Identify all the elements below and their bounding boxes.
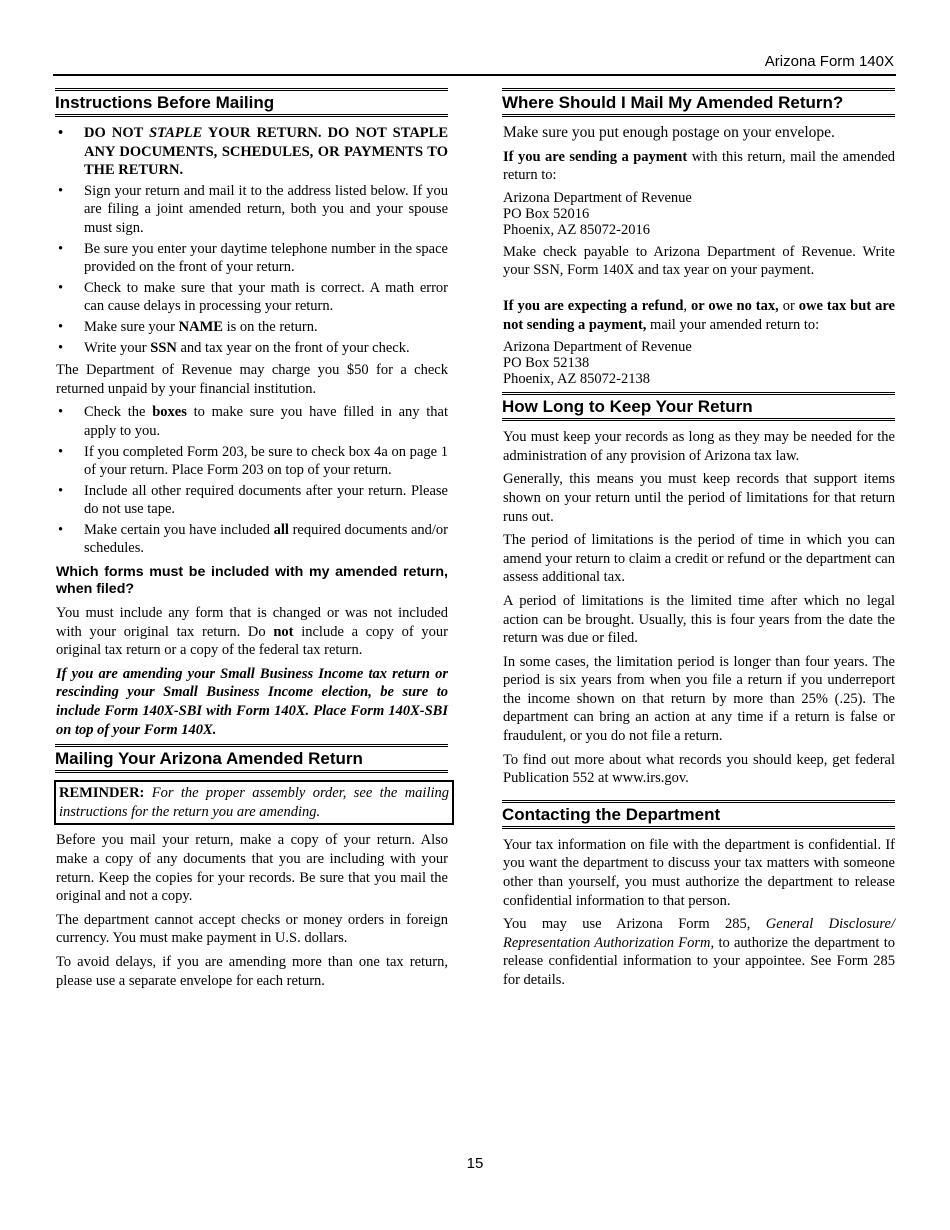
payment-address: Arizona Department of Revenue PO Box 52016 Phoenix, AZ 85072-2016	[503, 189, 692, 238]
keep-paragraph-6: To find out more about what records you should keep, get federal Publication 552 at www.irs.gov.	[503, 751, 895, 787]
list-item: • Include all other required documents after your return. Please do not use tape.	[56, 482, 448, 519]
list-item: • Check to make sure that your math is correct. A math error can cause delays in processing your return.	[56, 279, 448, 316]
instructions-list-1	[56, 124, 448, 357]
list-item: • DO NOT STAPLE YOUR RETURN. DO NOT STAPLE ANY DOCUMENTS, SCHEDULES, OR PAYMENTS TO THE RETURN.	[56, 124, 448, 180]
where-mail-heading: Where Should I Mail My Amended Return?	[502, 88, 895, 117]
sbi-note: If you are amending your Small Business Income tax return or rescinding your Small Business Income election, be sure to include Form 140X-SBI with Form 140X. Place Form 140X-SBI on top of your Form 140X.	[56, 665, 448, 738]
reminder-box: REMINDER: For the proper assembly order, see the mailing instructions for the return you are amending.	[54, 780, 454, 825]
check-charge-paragraph: The Department of Revenue may charge you $50 for a check returned unpaid by your financial institution.	[56, 362, 448, 397]
list-item: • Check the boxes to make sure you have filled in any that apply to you.	[56, 403, 448, 440]
header-rule	[53, 74, 896, 76]
list-item: • Make certain you have included all required documents and/or schedules.	[56, 521, 448, 558]
keep-return-heading: How Long to Keep Your Return	[502, 392, 895, 421]
page-number: 15	[466, 1155, 484, 1172]
payment-intro: If you are sending a payment with this return, mail the amended return to:	[503, 148, 896, 184]
reminder-label: REMINDER:	[59, 785, 145, 802]
check-payable-paragraph: Make check payable to Arizona Department of Revenue. Write your SSN, Form 140X and tax year on your payment.	[503, 243, 895, 279]
keep-paragraph-1: You must keep your records as long as they may be needed for the administration of any provision of Arizona tax law.	[503, 429, 895, 464]
refund-intro: If you are expecting a refund, or owe no tax, or owe tax but are not sending a payment, mail your amended return to:	[503, 297, 895, 333]
contacting-heading: Contacting the Department	[502, 800, 895, 829]
mailing-heading: Mailing Your Arizona Amended Return	[55, 744, 448, 773]
list-item: • Sign your return and mail it to the address listed below. If you are filing a joint amended return, both you and your spouse must sign.	[56, 182, 448, 238]
form-title: Arizona Form 140X	[764, 53, 894, 70]
mailing-paragraph-2: The department cannot accept checks or money orders in foreign currency. You must make payment in U.S. dollars.	[56, 911, 448, 947]
list-item: • Make sure your NAME is on the return.	[56, 318, 448, 337]
keep-paragraph-3: The period of limitations is the period of time in which you can amend your return to claim a credit or refund or the department can assess additional tax.	[503, 532, 895, 586]
postage-note: Make sure you put enough postage on your envelope.	[503, 124, 835, 141]
right-column	[503, 88, 895, 995]
refund-address: Arizona Department of Revenue PO Box 52138 Phoenix, AZ 85072-2138	[503, 339, 692, 388]
keep-paragraph-2: Generally, this means you must keep records that support items shown on your return until the period of limitations for that return runs out.	[503, 471, 895, 525]
list-item: • Be sure you enter your daytime telephone number in the space provided on the front of your return.	[56, 240, 448, 277]
contacting-paragraph-1: Your tax information on file with the department is confidential. If you want the department to discuss your tax matters with someone other than yourself, you must authorize the department to release confidential information to that person.	[503, 836, 895, 909]
mailing-paragraph-3: To avoid delays, if you are amending more than one tax return, please use a separate envelope for each return.	[56, 953, 448, 989]
instructions-heading: Instructions Before Mailing	[55, 88, 448, 117]
instructions-list-2	[56, 403, 448, 558]
contacting-paragraph-2: You may use Arizona Form 285, General Disclosure/ Representation Authorization Form, to authorize the department to release confidential information to your appointee. See Form 285 for details.	[503, 916, 895, 988]
which-forms-heading: Which forms must be included with my amended return, when filed?	[56, 564, 448, 598]
keep-paragraph-4: A period of limitations is the limited time after which no legal action can be brought. Usually, this is four years from the date the return was due or filed.	[503, 592, 895, 647]
left-column	[56, 88, 448, 995]
keep-paragraph-5: In some cases, the limitation period is longer than four years. The period is six years from when you file a return if you underreport the income shown on that return by more than 25% (.25). The department can bring an action at any time if a return is false or fraudulent, or you do not file a return.	[503, 653, 895, 745]
mailing-paragraph-1: Before you mail your return, make a copy of your return. Also make a copy of any documents that you are including with your return. Keep the copies for your records. Be sure that you mail the original and not a copy.	[56, 832, 448, 905]
which-forms-paragraph: You must include any form that is changed or was not included with your original tax return. Do not include a copy of your original tax return or a copy of the federal tax return.	[56, 605, 448, 659]
list-item: • Write your SSN and tax year on the front of your check.	[56, 339, 448, 358]
list-item: • If you completed Form 203, be sure to check box 4a on page 1 of your return. Place Form 203 on top of your return.	[56, 443, 448, 480]
